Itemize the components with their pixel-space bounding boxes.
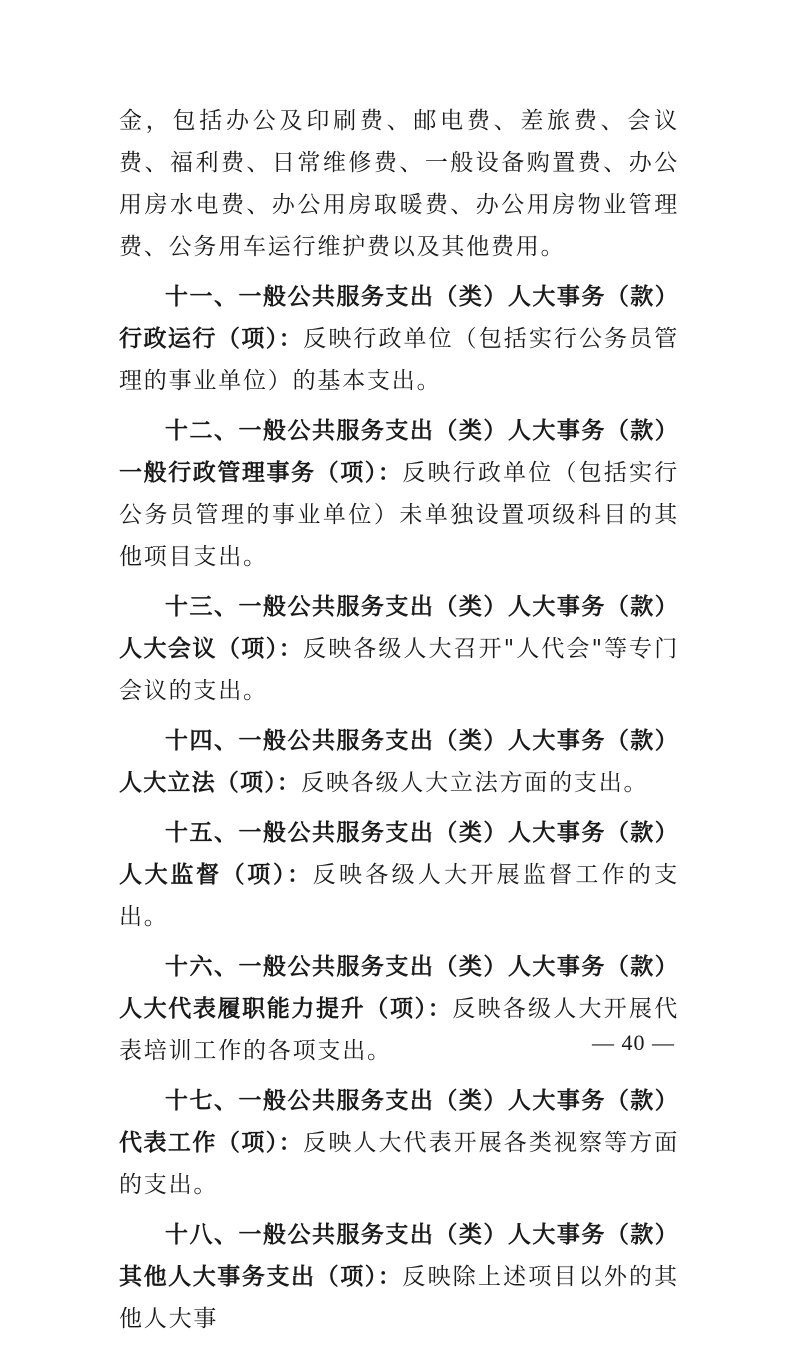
paragraph-item-18 [119, 1214, 679, 1340]
paragraph-heading: 十六、一般公共服务支出（类）人大事务（款）人大代表履职能力提升（项）： [119, 954, 679, 1022]
paragraph-text: 反映各级人大召开"人代会"等专门会议的支出。 [119, 636, 679, 704]
paragraph-item-11 [119, 276, 679, 402]
paragraph-heading: 十四、一般公共服务支出（类）人大事务（款）人大立法（项）： [119, 728, 679, 796]
paragraph-heading: 十七、一般公共服务支出（类）人大事务（款）代表工作（项）： [119, 1088, 679, 1156]
paragraph-heading: 十二、一般公共服务支出（类）人大事务（款）一般行政管理事务（项）： [119, 418, 679, 486]
paragraph-text: 反映行政单位（包括实行公务员管理的事业单位）未单独设置项级科目的其他项目支出。 [119, 460, 679, 570]
paragraph-text: 金，包括办公及印刷费、邮电费、差旅费、会议费、福利费、日常维修费、一般设备购置费、办公用房水电费、办公用房取暖费、办公用房物业管理费、公务用车运行维护费以及其他费用。 [119, 108, 679, 260]
paragraph-heading: 十五、一般公共服务支出（类）人大事务（款）人大监督（项）： [119, 820, 679, 888]
paragraph-heading: 十八、一般公共服务支出（类）人大事务（款）其他人大事务支出（项）： [119, 1222, 679, 1290]
paragraph-text: 反映各级人大开展监督工作的支出。 [119, 862, 679, 930]
paragraph-heading: 十三、一般公共服务支出（类）人大事务（款）人大会议（项）： [119, 594, 679, 662]
paragraph-item-13 [119, 586, 679, 712]
paragraph-text: 反映各级人大立法方面的支出。 [301, 770, 649, 796]
paragraph-heading: 十一、一般公共服务支出（类）人大事务（款）行政运行（项）： [119, 284, 679, 352]
paragraph-text: 反映各级人大开展代表培训工作的各项支出。 [119, 996, 679, 1064]
document-body [119, 100, 679, 1348]
paragraph-item-17 [119, 1080, 679, 1206]
paragraph-text: 反映人大代表开展各类视察等方面的支出。 [119, 1130, 679, 1198]
paragraph-item-12 [119, 410, 679, 578]
paragraph-text: 反映除上述项目以外的其他人大事 [119, 1264, 679, 1332]
paragraph-item-14 [119, 720, 679, 804]
paragraph-item-15 [119, 812, 679, 938]
paragraph-text: 反映行政单位（包括实行公务员管理的事业单位）的基本支出。 [119, 326, 679, 394]
page-number: — 40 — [592, 1030, 675, 1055]
paragraph-continuation [119, 100, 679, 268]
